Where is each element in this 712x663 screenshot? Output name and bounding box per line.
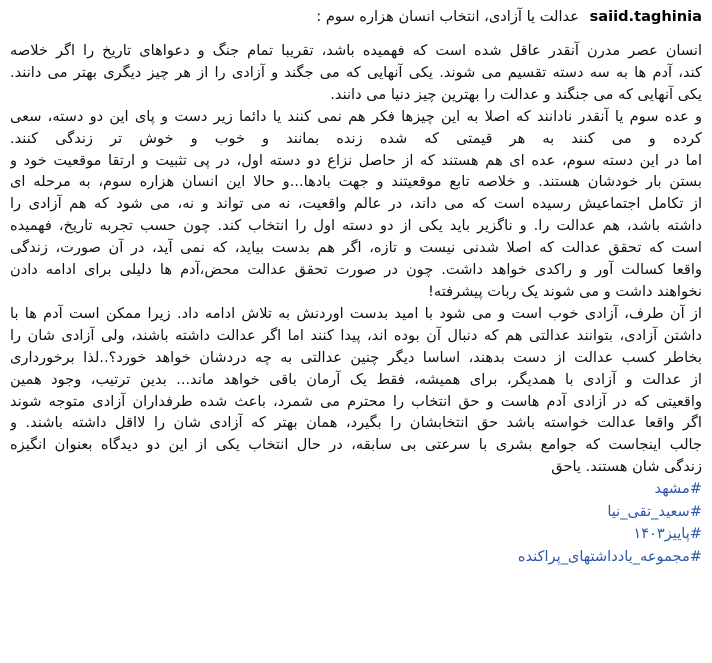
caption-body	[10, 40, 702, 478]
hashtag-link[interactable]: #مجموعه_یادداشتهای_پراکنده	[517, 547, 702, 565]
hashtag-link[interactable]: #مشهد	[654, 480, 702, 498]
caption-line: یکی آنهایی که می جنگند و عدالت را بهترین چیز دنیا می دانند.	[330, 85, 702, 103]
caption-line: کرده و می کنند به هر قیمتی که شده زنده بمانند و خوب و خوش تر زندگی کنند.	[10, 129, 702, 147]
caption-line: داشته باشد، هم عدالت را. و ناگزیر باید یکی از دو دسته اول را انتخاب کند. چون حسب تجربه تاریخ، فهمیده	[10, 217, 702, 235]
caption-line: از عدالت و آزادی با همدیگر، برای همیشه، فقط یک آرمان باقی خواهد ماند... بدین ترتیب، وجود همین	[10, 370, 702, 388]
caption-line: کند، آدم ها به سه دسته تقسیم می شوند. یکی آنهایی که می جگند و آزادی را از هر چیز دیگری بهتر می دانند.	[10, 63, 702, 81]
caption-line: واقعیتی که در آزادی آدم هاست و حق انتخاب را محترم می شمرد، باعث شده طرفداران آزادی متوجه شوند	[10, 392, 702, 410]
hashtag-link[interactable]: #پاییز۱۴۰۳	[633, 525, 702, 543]
caption-line: اما در این دسته سوم، عده ای هم هستند که از حاصل نزاع دو دسته اول، در پی تثبیت و ارتقا موقعیت خود و	[10, 151, 702, 169]
post-title: عدالت یا آزادی، انتخاب انسان هزاره سوم :	[316, 8, 579, 25]
caption-line: بستن بار خودشان هستند. و خلاصه تابع موقعیتند و جهت بادها...و حالا این انسان هزاره سوم، به مرحله ای	[10, 173, 702, 191]
username-link[interactable]: saiid.taghinia	[589, 8, 702, 25]
caption-line: جالب اینجاست که جوامع بشری با سرعتی بی سابقه، در حال انتخاب یکی از این دو دیدگاه بعنوان انگیزه	[10, 436, 702, 454]
caption-header	[10, 6, 702, 28]
caption-line: و عده سوم یا آنقدر نادانند که اصلا به این چیزها فکر هم نمی کنند یا دائما زیر دست و پای این دو دسته، سعی	[10, 107, 702, 125]
caption-line: واقعا کسالت آور و راکدی خواهد داشت. چون در صورت تحقق عدالت محض،آدم ها دلیلی برای ادامه دادن	[10, 261, 702, 279]
caption-line: است که تحقق عدالت که اصلا شدنی نیست و تازه، اگر هم بدست بیاید، که نمی آید، در آن صورت، زندگی	[10, 239, 702, 257]
caption-line: زندگی شان هستند. یاحق	[551, 458, 702, 476]
caption-line: بخاطر کسب عدالت از دست بدهند، اساسا دیگر چنین عدالتی به چه دردشان خواهد خورد؟..لذا برخورداری	[10, 348, 702, 366]
caption-line: داشتن آزادی، بتوانند عدالتی هم که دنبال آن بوده اند، پیدا کنند اما اگر عدالت داشته باشند، ولی آزادی شان را	[10, 326, 702, 344]
caption-line: از تکامل اجتماعیش رسیده است که می داند، در عالم واقعیت، نه می تواند و نه، می شود که هم آزادی را	[10, 195, 702, 213]
caption-line: انسان عصر مدرن آنقدر عاقل شده است که فهمیده باشد، تقریبا تمام جنگ و دعواهای تاریخ را اگر خلاصه	[10, 42, 702, 59]
caption-line: اگر واقعا عدالت خواسته باشد حق انتخابشان را بگیرد، همان بهتر که آزادی شان را لااقل داشته باشند. و	[10, 414, 702, 432]
hashtag-link[interactable]: #سعید_تقی_نیا	[607, 502, 702, 520]
hashtag-list	[10, 478, 702, 568]
caption-line: از آن طرف، آزادی خوب است و می شود با امید بدست اوردنش به تلاش ادامه داد. زیرا ممکن است آدم ها با	[10, 304, 702, 322]
caption-line: نخواهند داشت و می شوند یک ربات پیشرفته!	[428, 282, 702, 300]
